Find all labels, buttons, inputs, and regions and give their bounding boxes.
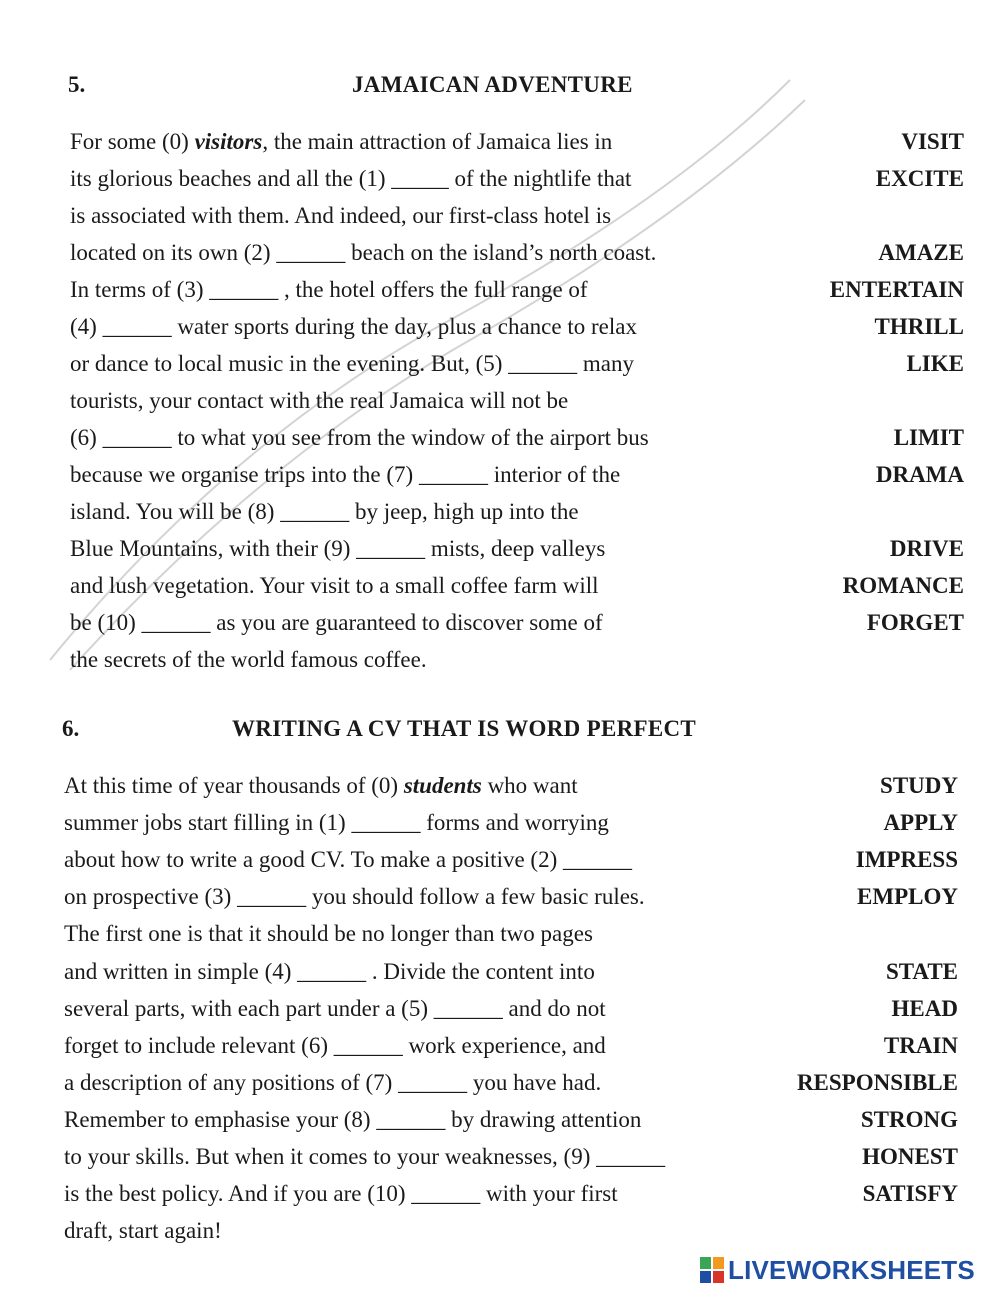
line-text	[70, 494, 579, 530]
keyword: ROMANCE	[842, 573, 964, 598]
line-text-segment: island. You will be (8) ______ by jeep, high up into the	[70, 499, 579, 524]
text-line	[0, 531, 1000, 567]
line-text-segment: be (10) ______ as you are guaranteed to discover some of	[70, 610, 603, 635]
text-line	[0, 842, 1000, 878]
keyword: DRAMA	[875, 462, 964, 487]
line-text-segment: several parts, with each part under a (5) ______ and do not	[64, 995, 606, 1021]
example-answer: visitors	[194, 129, 263, 154]
line-text	[70, 272, 588, 308]
example-answer: students	[403, 773, 482, 798]
line-text-segment: summer jobs start filling in (1) ______ forms and worrying	[64, 810, 609, 836]
line-text-segment: is the best policy. And if you are (10) ______ with your first	[64, 1181, 618, 1207]
keyword: VISIT	[901, 129, 964, 154]
line-text-segment: At this time of year thousands of (0)	[64, 773, 404, 798]
keyword: IMPRESS	[855, 847, 958, 873]
keyword: APPLY	[883, 810, 958, 836]
keyword: FORGET	[866, 610, 964, 635]
text-line	[0, 198, 1000, 234]
keyword: TRAIN	[883, 1032, 958, 1058]
text-line	[0, 642, 1000, 678]
text-line	[0, 1213, 1000, 1249]
line-text	[64, 1028, 606, 1064]
text-line	[0, 346, 1000, 382]
line-text-segment: and written in simple (4) ______ . Divide the content into	[64, 958, 595, 984]
line-text-segment: tourists, your contact with the real Jamaica will not be	[70, 388, 569, 413]
keyword: DRIVE	[889, 536, 964, 561]
keyword: ENTERTAIN	[829, 277, 964, 302]
line-text-segment: on prospective (3) ______ you should follow a few basic rules.	[64, 884, 645, 910]
keyword: STUDY	[880, 773, 958, 798]
text-line	[0, 309, 1000, 345]
keyword: EXCITE	[875, 166, 964, 191]
text-line	[0, 1065, 1000, 1101]
line-text	[70, 568, 598, 604]
text-line	[0, 124, 1000, 160]
line-text-segment: In terms of (3) ______ , the hotel offers the full range of	[70, 277, 588, 302]
line-text	[64, 805, 609, 841]
text-line	[0, 1139, 1000, 1175]
line-text	[70, 420, 649, 456]
line-text	[64, 1213, 222, 1249]
line-text	[64, 954, 595, 990]
line-text	[70, 605, 603, 641]
liveworksheets-logo[interactable]	[700, 1255, 975, 1285]
line-text-segment: who want	[481, 773, 578, 798]
text-line	[0, 879, 1000, 915]
line-text-segment: a description of any positions of (7) ______ you have had.	[64, 1069, 602, 1095]
line-text-segment: because we organise trips into the (7) ______ interior of the	[70, 462, 621, 487]
text-line	[0, 605, 1000, 641]
text-line	[0, 457, 1000, 493]
text-line	[0, 1102, 1000, 1138]
line-text-segment: , the main attraction of Jamaica lies in	[262, 129, 613, 154]
text-line	[0, 805, 1000, 841]
keyword: LIKE	[906, 351, 964, 376]
line-text-segment: Remember to emphasise your (8) ______ by drawing attention	[64, 1106, 642, 1132]
line-text	[64, 842, 632, 878]
line-text	[70, 457, 620, 493]
text-line	[0, 568, 1000, 604]
text-line	[0, 383, 1000, 419]
line-text-segment: located on its own (2) ______ beach on the island’s north coast.	[70, 240, 657, 265]
line-text-segment: its glorious beaches and all the (1) _____ of the nightlife that	[70, 166, 632, 191]
line-text	[64, 1065, 601, 1101]
line-text-segment: forget to include relevant (6) ______ work experience, and	[64, 1032, 606, 1058]
keyword: AMAZE	[878, 240, 964, 265]
text-line	[0, 161, 1000, 197]
text-line	[0, 1028, 1000, 1064]
line-text	[70, 161, 631, 197]
text-line	[0, 916, 1000, 952]
keyword: THRILL	[874, 314, 964, 339]
line-text	[64, 991, 606, 1027]
line-text-segment: The first one is that it should be no longer than two pages	[64, 921, 593, 947]
line-text	[70, 383, 568, 419]
keyword: HEAD	[891, 995, 958, 1021]
line-text	[70, 124, 612, 160]
section-6-number: 6.	[62, 716, 80, 741]
line-text	[64, 1139, 665, 1175]
text-line	[0, 494, 1000, 530]
text-line	[0, 1176, 1000, 1212]
line-text-segment: to your skills. But when it comes to your weaknesses, (9) ______	[64, 1144, 666, 1169]
section-5-number: 5.	[68, 72, 86, 97]
line-text-segment: (6) ______ to what you see from the window of the airport bus	[70, 425, 649, 450]
text-line	[0, 954, 1000, 990]
keyword: STATE	[885, 958, 958, 984]
line-text-segment: the secrets of the world famous coffee.	[70, 647, 427, 672]
line-text	[70, 198, 611, 234]
line-text	[64, 916, 593, 952]
liveworksheets-logo-icon	[700, 1257, 724, 1283]
keyword: LIMIT	[893, 425, 964, 450]
line-text	[70, 309, 637, 345]
line-text	[70, 642, 427, 678]
text-line	[0, 991, 1000, 1027]
line-text-segment: and lush vegetation. Your visit to a small coffee farm will	[70, 573, 599, 598]
liveworksheets-logo-text: LIVEWORKSHEETS	[728, 1254, 975, 1285]
line-text	[64, 768, 578, 804]
text-line	[0, 272, 1000, 308]
keyword: HONEST	[862, 1144, 958, 1169]
line-text-segment: draft, start again!	[64, 1218, 222, 1244]
keyword: SATISFY	[862, 1181, 958, 1207]
line-text-segment: (4) ______ water sports during the day, plus a chance to relax	[70, 314, 637, 339]
section-5-title: JAMAICAN ADVENTURE	[352, 72, 633, 97]
line-text-segment: about how to write a good CV. To make a positive (2) ______	[64, 847, 632, 873]
line-text	[64, 1176, 618, 1212]
line-text	[70, 235, 656, 271]
text-line	[0, 768, 1000, 804]
line-text-segment: or dance to local music in the evening. But, (5) ______ many	[70, 351, 635, 376]
line-text	[70, 531, 605, 567]
keyword: EMPLOY	[857, 884, 958, 910]
text-line	[0, 235, 1000, 271]
keyword: STRONG	[860, 1106, 958, 1132]
line-text-segment: is associated with them. And indeed, our first-class hotel is	[70, 203, 612, 228]
text-line	[0, 420, 1000, 456]
line-text-segment: Blue Mountains, with their (9) ______ mists, deep valleys	[70, 536, 606, 561]
line-text	[64, 1102, 641, 1138]
section-6-title: WRITING A CV THAT IS WORD PERFECT	[232, 716, 697, 741]
keyword: RESPONSIBLE	[796, 1069, 958, 1095]
line-text	[70, 346, 634, 382]
line-text	[64, 879, 645, 915]
line-text-segment: For some (0)	[70, 129, 195, 154]
